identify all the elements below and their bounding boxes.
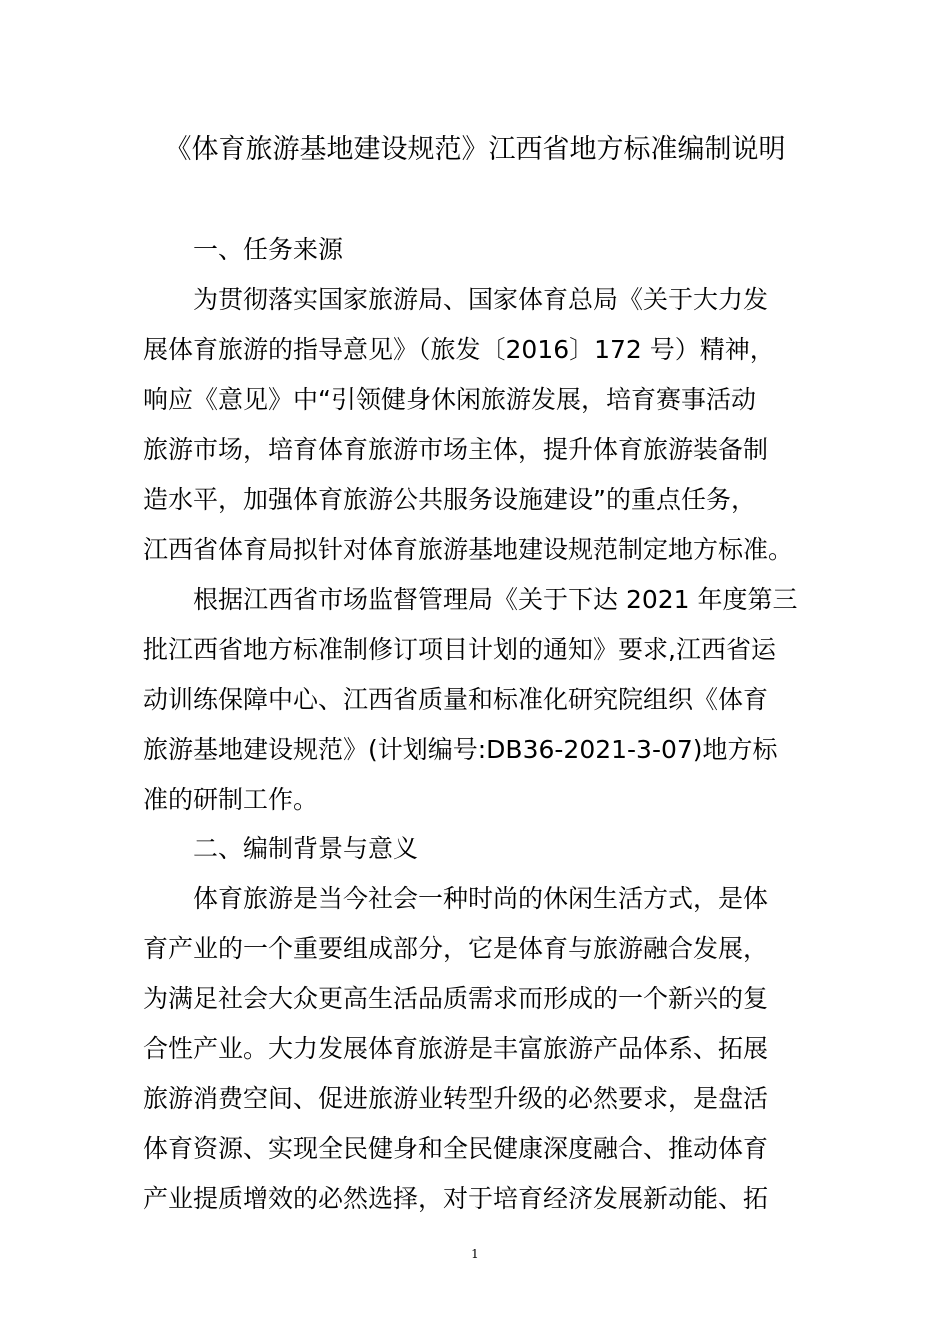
paragraph-line: 体育旅游是当今社会一种时尚的休闲生活方式，是体 bbox=[193, 884, 769, 913]
paragraph-line: 旅游基地建设规范》(计划编号:DB36-2021-3-07)地方标 bbox=[143, 735, 778, 764]
section-heading-background: 二、编制背景与意义 bbox=[193, 834, 419, 863]
section-heading-task-source: 一、任务来源 bbox=[193, 235, 344, 264]
paragraph-line: 旅游市场，培育体育旅游市场主体，提升体育旅游装备制 bbox=[143, 435, 769, 464]
paragraph-line: 根据江西省市场监督管理局《关于下达 2021 年度第三 bbox=[193, 585, 798, 614]
paragraph-line: 育产业的一个重要组成部分，它是体育与旅游融合发展， bbox=[143, 934, 769, 963]
paragraph-line: 旅游消费空间、促进旅游业转型升级的必然要求，是盘活 bbox=[143, 1084, 769, 1113]
paragraph-line: 响应《意见》中“引领健身休闲旅游发展，培育赛事活动 bbox=[143, 385, 756, 414]
paragraph-line: 展体育旅游的指导意见》（旅发〔2016〕172 号）精神， bbox=[143, 335, 775, 364]
document-title: 《体育旅游基地建设规范》江西省地方标准编制说明 bbox=[164, 134, 786, 165]
paragraph-line: 江西省体育局拟针对体育旅游基地建设规范制定地方标准。 bbox=[143, 535, 794, 564]
paragraph-line: 为贯彻落实国家旅游局、国家体育总局《关于大力发 bbox=[193, 285, 769, 314]
paragraph-line: 造水平，加强体育旅游公共服务设施建设”的重点任务， bbox=[143, 485, 756, 514]
paragraph-line: 批江西省地方标准制修订项目计划的通知》要求,江西省运 bbox=[143, 635, 776, 664]
paragraph-line: 合性产业。大力发展体育旅游是丰富旅游产品体系、拓展 bbox=[143, 1034, 769, 1063]
paragraph-line: 动训练保障中心、江西省质量和标准化研究院组织《体育 bbox=[143, 685, 769, 714]
paragraph-line: 为满足社会大众更高生活品质需求而形成的一个新兴的复 bbox=[143, 984, 769, 1013]
paragraph-line: 准的研制工作。 bbox=[143, 785, 319, 814]
paragraph-line: 产业提质增效的必然选择，对于培育经济发展新动能、拓 bbox=[143, 1184, 769, 1213]
paragraph-line: 体育资源、实现全民健身和全民健康深度融合、推动体育 bbox=[143, 1134, 769, 1163]
page-number: 1 bbox=[471, 1247, 479, 1261]
